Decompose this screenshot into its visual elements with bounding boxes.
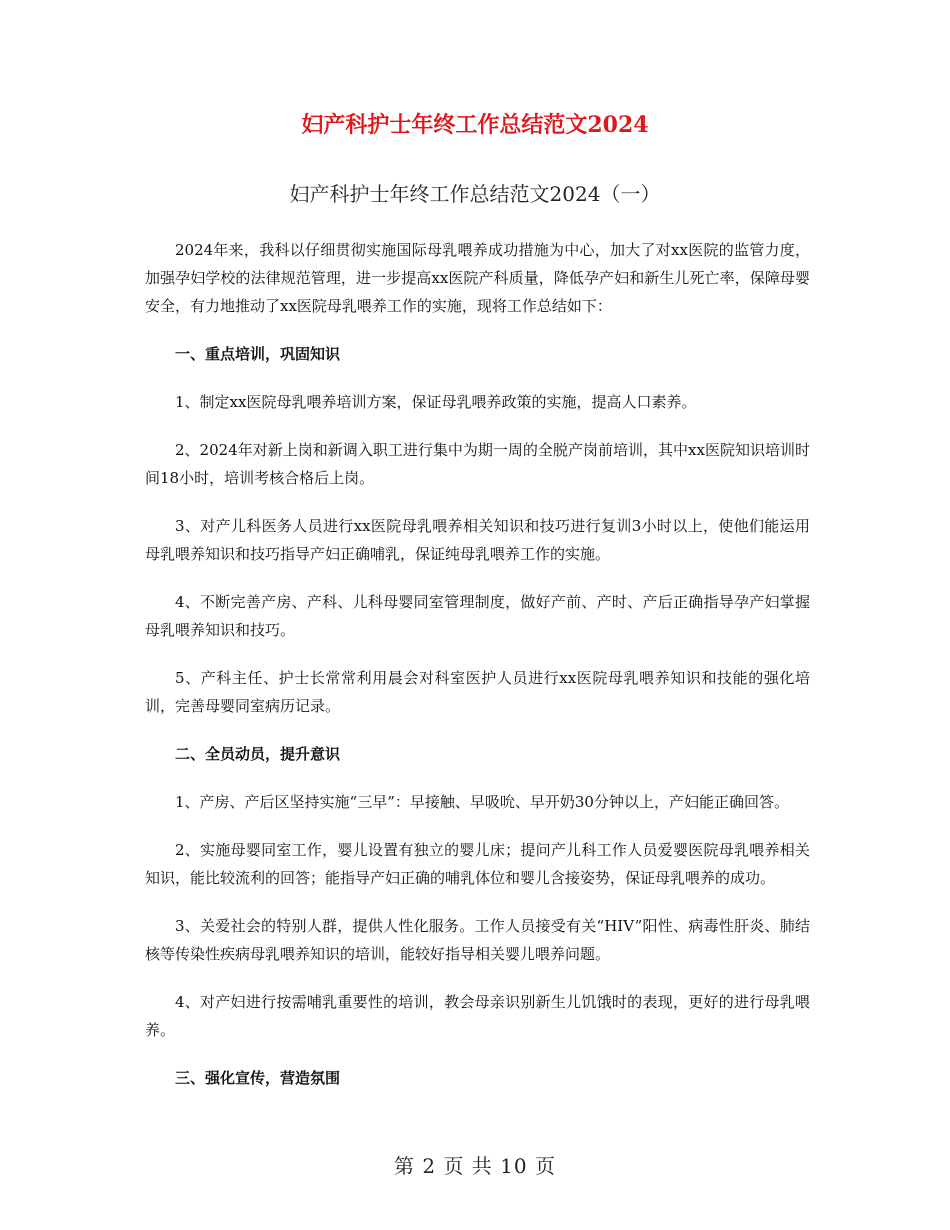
list-item: 3、对产儿科医务人员进行xx医院母乳喂养相关知识和技巧进行复训3小时以上，使他们能运用母乳喂养知识和技巧指导产妇正确哺乳，保证纯母乳喂养工作的实施。 (145, 517, 810, 563)
list-item: 5、产科主任、护士长常常利用晨会对科室医护人员进行xx医院母乳喂养知识和技能的强化培训，完善母婴同室病历记录。 (145, 669, 810, 715)
list-item: 1、产房、产后区坚持实施“三早”：早接触、早吸吮、早开奶30分钟以上，产妇能正确回答。 (175, 793, 789, 811)
document-title: 妇产科护士年终工作总结范文2024 (301, 112, 649, 138)
list-item: 4、对产妇进行按需哺乳重要性的培训，教会母亲识别新生儿饥饿时的表现，更好的进行母乳喂养。 (145, 993, 810, 1039)
page-number-footer: 第 2 页 共 10 页 (394, 1154, 556, 1178)
section-heading: 一、重点培训，巩固知识 (175, 345, 341, 363)
list-item: 2、实施母婴同室工作，婴儿设置有独立的婴儿床；提问产儿科工作人员爱婴医院母乳喂养相关知识，能比较流利的回答；能指导产妇正确的哺乳体位和婴儿含接姿势，保证母乳喂养的成功。 (145, 841, 810, 887)
document-body (145, 236, 810, 1112)
list-item: 4、不断完善产房、产科、儿科母婴同室管理制度，做好产前、产时、产后正确指导孕产妇掌握母乳喂养知识和技巧。 (145, 593, 810, 639)
section-heading: 二、全员动员，提升意识 (175, 745, 341, 763)
list-item: 2、2024年对新上岗和新调入职工进行集中为期一周的全脱产岗前培训，其中xx医院知识培训时间18小时，培训考核合格后上岗。 (145, 441, 810, 487)
list-item: 3、关爱社会的特别人群，提供人性化服务。工作人员接受有关“HIV”阳性、病毒性肝炎、肺结核等传染性疾病母乳喂养知识的培训，能较好指导相关婴儿喂养问题。 (145, 917, 810, 963)
document-subtitle: 妇产科护士年终工作总结范文2024（一） (289, 182, 661, 206)
section-heading: 三、强化宣传，营造氛围 (175, 1069, 341, 1087)
intro-paragraph: 2024年来，我科以仔细贯彻实施国际母乳喂养成功措施为中心，加大了对xx医院的监管力度，加强孕妇学校的法律规范管理，进一步提高xx医院产科质量，降低孕产妇和新生儿死亡率，保障母婴安全，有力地推动了xx医院母乳喂养工作的实施，现将工作总结如下： (145, 241, 810, 315)
list-item: 1、制定xx医院母乳喂养培训方案，保证母乳喂养政策的实施，提高人口素养。 (175, 393, 697, 411)
